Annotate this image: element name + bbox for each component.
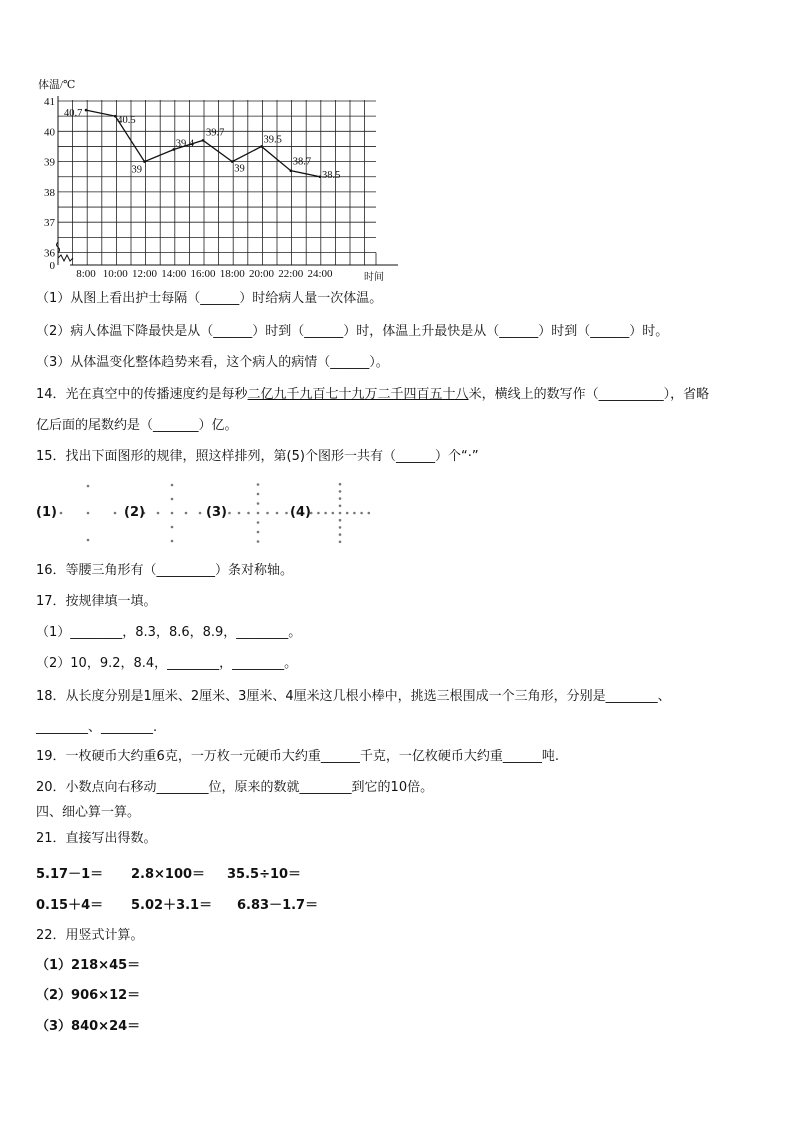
q18-line1: 18．从长度分别是1厘米、2厘米、3厘米、4厘米这几根小棒中，挑选三根围成一个三角形，分别是________、 xyxy=(36,689,671,704)
pattern-dot xyxy=(324,512,327,515)
pattern-dot xyxy=(339,483,342,486)
data-label: 40.5 xyxy=(117,115,136,127)
q13-part2: （2）病人体温下降最快是从（______）时到（______）时，体温上升最快是从（______）时到（______）时。 xyxy=(36,324,669,339)
data-point xyxy=(202,139,205,142)
data-label: 40.7 xyxy=(64,108,83,120)
x-tick-label: 10:00 xyxy=(102,268,128,280)
q21-item: 5.02＋3.1＝ xyxy=(131,898,213,913)
q13-part1: （1）从图上看出护士每隔（______）时给病人量一次体温。 xyxy=(36,291,383,306)
q14-text-a: 14．光在真空中的传播速度约是每秒 xyxy=(36,387,248,402)
temperature-line-chart xyxy=(30,72,410,287)
pattern-dot xyxy=(368,512,371,515)
q18-line2: ________、________. xyxy=(36,720,158,735)
pattern-dot xyxy=(317,512,320,515)
pattern-dot xyxy=(339,519,342,522)
pattern-dot xyxy=(238,512,241,515)
q22-title: 22．用竖式计算。 xyxy=(36,928,144,943)
data-point xyxy=(289,169,292,172)
x-tick-label: 20:00 xyxy=(248,268,275,280)
pattern-dot xyxy=(257,483,260,486)
q22-item: （2）906×12＝ xyxy=(36,988,141,1003)
q21-item: 6.83－1.7＝ xyxy=(237,898,319,913)
x-tick-label: 22:00 xyxy=(278,268,304,280)
pattern-dot xyxy=(185,512,188,515)
data-point xyxy=(85,109,88,112)
q15-label-1: (1) xyxy=(36,505,57,520)
pattern-dot xyxy=(339,541,342,544)
pattern-dot xyxy=(87,512,90,515)
data-label: 39.7 xyxy=(206,127,225,139)
axis-break-icon xyxy=(58,255,73,261)
pattern-dot xyxy=(171,540,174,543)
pattern-dot xyxy=(87,539,90,542)
pattern-dot xyxy=(60,512,63,515)
q14-underlined-number: 二亿九千九百七十九万二千四百五十八 xyxy=(247,387,469,402)
x-tick-label: 14:00 xyxy=(161,268,187,280)
pattern-dot xyxy=(257,502,260,505)
pattern-dot xyxy=(171,484,174,487)
pattern-dot xyxy=(266,512,269,515)
pattern-dot xyxy=(257,540,260,543)
x-tick-label: 8:00 xyxy=(76,268,96,280)
pattern-dot xyxy=(339,512,342,515)
pattern-dot xyxy=(171,512,174,515)
q21-item: 2.8×100＝ xyxy=(131,867,206,882)
x-axis-label: 时间 xyxy=(364,272,384,283)
pattern-dot xyxy=(339,490,342,493)
pattern-dot xyxy=(157,512,160,515)
pattern-dot xyxy=(87,485,90,488)
q14-line2: 亿后面的尾数约是（_______）亿。 xyxy=(36,418,238,433)
q13-part3: （3）从体温变化整体趋势来看，这个病人的病情（______）。 xyxy=(36,355,389,370)
q15-label-3: (3) xyxy=(206,505,227,520)
q21-item: 0.15＋4＝ xyxy=(36,898,104,913)
q15-label-4: (4) xyxy=(290,505,311,520)
pattern-dot xyxy=(360,512,363,515)
pattern-dot xyxy=(276,512,279,515)
pattern-dot xyxy=(339,497,342,500)
pattern-dot xyxy=(257,512,260,515)
y-tick-label: 36 xyxy=(44,247,55,260)
data-label: 39 xyxy=(234,163,245,175)
x-tick-label: 18:00 xyxy=(219,268,245,280)
data-label: 39.4 xyxy=(175,138,195,150)
pattern-dot xyxy=(257,493,260,496)
q19-text: 19．一枚硬币大约重6克，一万枚一元硬币大约重______千克，一亿枚硬币大约重______吨. xyxy=(36,749,559,764)
q22-item: （3）840×24＝ xyxy=(36,1019,141,1034)
pattern-dot xyxy=(257,531,260,534)
data-label: 39 xyxy=(131,164,142,176)
data-point xyxy=(114,115,117,118)
q15-label-2: (2) xyxy=(124,505,145,520)
data-point xyxy=(143,160,146,163)
q17-part2: （2）10，9.2，8.4，________，________。 xyxy=(36,656,298,671)
y-tick-label: 40 xyxy=(44,126,55,139)
pattern-dot xyxy=(332,512,335,515)
y-tick-label: 39 xyxy=(44,156,55,169)
q17-title: 17．按规律填一填。 xyxy=(36,594,157,609)
data-point xyxy=(231,160,234,163)
pattern-dot xyxy=(346,512,349,515)
q20-text: 20．小数点向右移动________位，原来的数就________到它的10倍。 xyxy=(36,780,434,795)
x-tick-label: 12:00 xyxy=(131,268,158,280)
q16-text: 16．等腰三角形有（_________）条对称轴。 xyxy=(36,563,294,578)
q14-text-b: 米，横线上的数写作（__________），省略 xyxy=(468,387,710,402)
q21-title: 21．直接写出得数。 xyxy=(36,831,157,846)
pattern-dot xyxy=(339,526,342,529)
y-tick-label: 41 xyxy=(44,96,55,108)
y-tick-label: 37 xyxy=(44,217,55,230)
pattern-dot xyxy=(171,498,174,501)
section4-title: 四、细心算一算。 xyxy=(36,805,141,820)
q15-text: 15．找出下面图形的规律，照这样排列，第(5)个图形一共有（______）个“·” xyxy=(36,449,479,464)
y-tick-label: 38 xyxy=(44,186,55,199)
pattern-dot xyxy=(247,512,250,515)
data-label: 38.5 xyxy=(322,169,341,181)
pattern-dot xyxy=(199,512,202,515)
pattern-dot xyxy=(171,526,174,529)
pattern-dot xyxy=(257,521,260,524)
pattern-dot xyxy=(339,505,342,508)
q21-item: 35.5÷10＝ xyxy=(227,867,302,882)
chart-grid xyxy=(58,100,376,265)
q22-item: （1）218×45＝ xyxy=(36,958,141,973)
y-axis-label: 体温/℃ xyxy=(38,79,76,91)
data-label: 39.5 xyxy=(263,134,282,146)
q14-line1 xyxy=(36,386,709,404)
data-point xyxy=(172,148,175,151)
pattern-dot xyxy=(353,512,356,515)
pattern-dot xyxy=(228,512,231,515)
data-point xyxy=(319,175,322,178)
y-tick-label: 0 xyxy=(49,260,55,272)
q21-item: 5.17－1＝ xyxy=(36,867,104,882)
chart-axes xyxy=(57,96,399,265)
data-label: 38.7 xyxy=(292,156,312,168)
pattern-dot xyxy=(114,512,117,515)
x-tick-label: 16:00 xyxy=(190,268,216,280)
pattern-dot xyxy=(339,533,342,536)
data-point xyxy=(260,145,263,148)
pattern-dot xyxy=(285,512,288,515)
q17-part1: （1）________，8.3，8.6，8.9，________。 xyxy=(36,625,302,640)
x-tick-label: 24:00 xyxy=(307,268,333,280)
